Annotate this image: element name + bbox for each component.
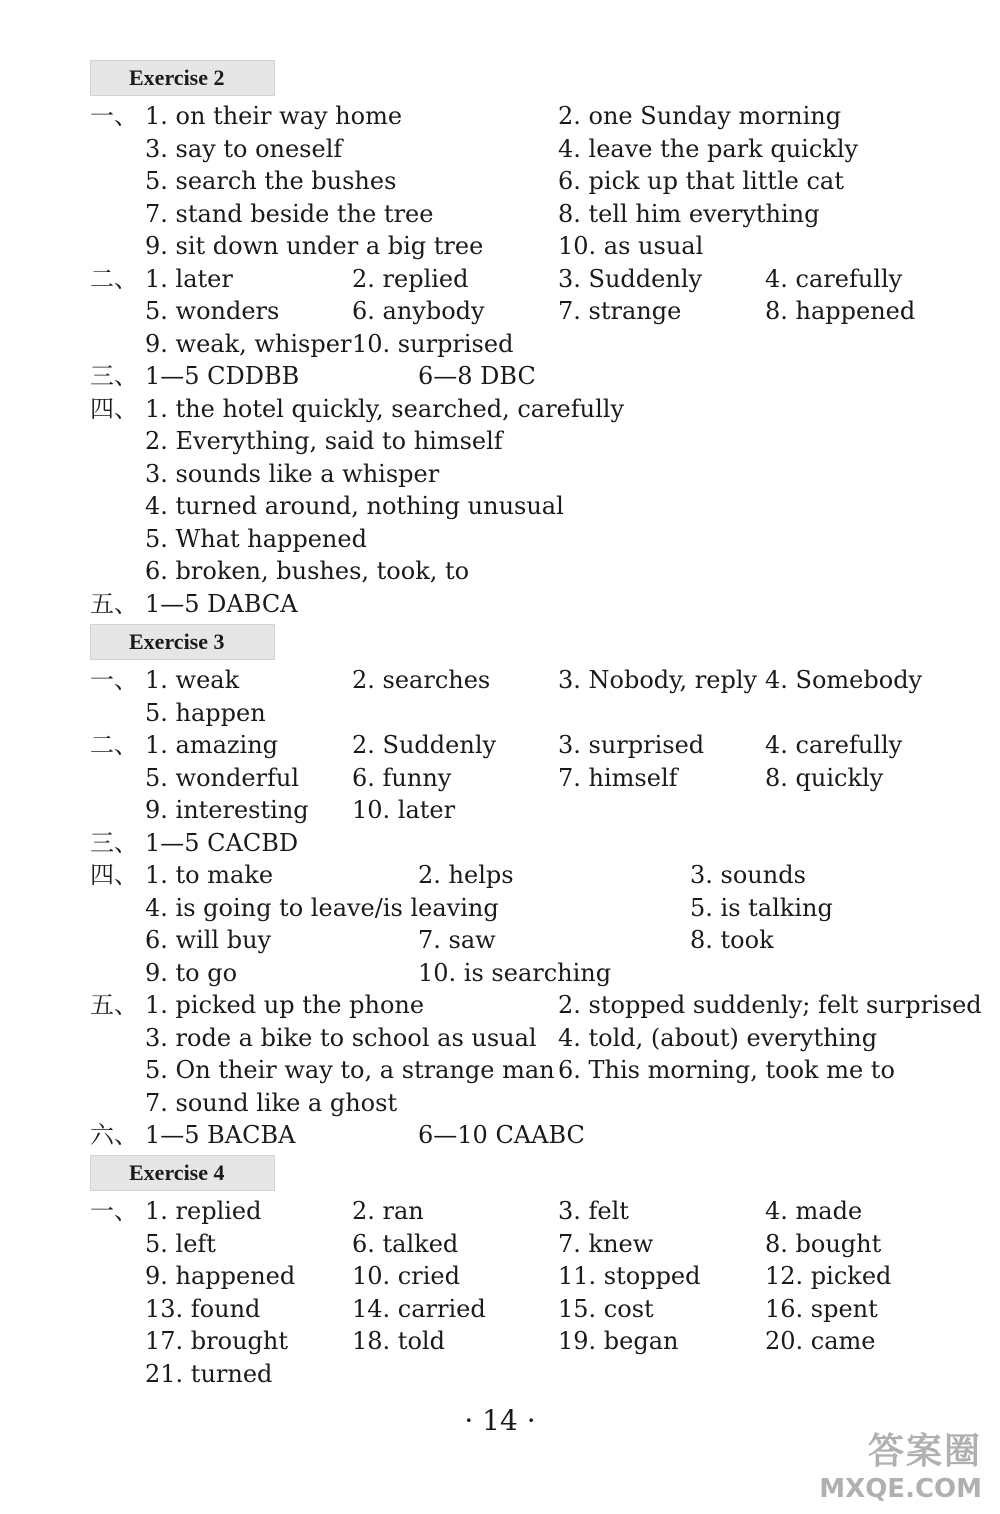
answer-item: 6. talked <box>352 1229 459 1258</box>
answer-item: 3. sounds <box>690 861 806 889</box>
answer-item: 2. helps <box>418 861 514 889</box>
answer-item: 1. to make <box>145 861 274 889</box>
answer-item: 5. is talking <box>690 893 833 922</box>
answer-item: 10. cried <box>352 1262 460 1290</box>
answer-item: 1—5 BACBA <box>145 1121 296 1149</box>
section-marker: 四、 <box>90 394 138 423</box>
answer-item: 10. as usual <box>558 232 704 260</box>
answer-item: 6—10 CAABC <box>418 1121 585 1149</box>
answer-item: 5. wonders <box>145 297 280 325</box>
answer-item: 6. funny <box>352 763 452 792</box>
answer-item: 3. rode a bike to school as usual <box>145 1023 537 1052</box>
answer-item: 6. pick up that little cat <box>558 167 844 195</box>
answer-item: 15. cost <box>558 1294 654 1323</box>
answer-item: 4. Somebody <box>765 666 923 694</box>
answer-item: 19. began <box>558 1327 679 1355</box>
answer-item: 3. felt <box>558 1197 629 1225</box>
watermark-url: MXQE.COM <box>819 1474 982 1504</box>
answer-item: 7. strange <box>558 297 682 325</box>
answer-item: 1. later <box>145 264 233 293</box>
answer-item: 21. turned <box>145 1359 273 1388</box>
exercise-heading: Exercise 3 <box>90 624 275 660</box>
answer-item: 4. leave the park quickly <box>558 134 859 163</box>
answer-item: 1. on their way home <box>145 102 403 130</box>
answer-item: 10. is searching <box>418 958 612 987</box>
answer-item: 9. interesting <box>145 796 309 824</box>
answer-item: 5. left <box>145 1229 216 1258</box>
answer-item: 6. anybody <box>352 297 485 325</box>
answer-item: 1—5 CACBD <box>145 828 299 857</box>
section-marker: 五、 <box>90 589 138 618</box>
answer-item: 2. Suddenly <box>352 731 497 759</box>
answer-item: 2. one Sunday morning <box>558 102 842 130</box>
answer-item: 9. happened <box>145 1262 296 1290</box>
section-marker: 二、 <box>90 731 138 759</box>
exercise-heading: Exercise 2 <box>90 60 275 96</box>
section-marker: 三、 <box>90 362 138 390</box>
answer-item: 1. amazing <box>145 731 279 759</box>
watermark-text: 答案圈 <box>867 1431 982 1472</box>
answer-item: 10. later <box>352 796 456 824</box>
answer-item: 2. Everything, said to himself <box>145 427 503 455</box>
answer-item: 3. Nobody, reply <box>558 666 758 694</box>
answer-item: 6—8 DBC <box>418 362 536 390</box>
answer-item: 3. Suddenly <box>558 264 703 293</box>
answer-item: 5. What happened <box>145 524 367 553</box>
answer-item: 4. made <box>765 1197 863 1225</box>
answer-item: 2. replied <box>352 264 469 293</box>
answer-item: 4. told, (about) everything <box>558 1023 878 1052</box>
section-marker: 二、 <box>90 264 138 293</box>
answer-item: 12. picked <box>765 1262 892 1290</box>
answer-item: 6. This morning, took me to <box>558 1056 895 1084</box>
answer-item: 1—5 CDDBB <box>145 362 300 390</box>
answer-item: 7. stand beside the tree <box>145 199 434 228</box>
answer-item: 6. will buy <box>145 926 272 954</box>
answer-item: 16. spent <box>765 1294 878 1323</box>
answer-item: 4. carefully <box>765 731 903 759</box>
answer-item: 5. search the bushes <box>145 167 397 195</box>
answer-item: 2. searches <box>352 666 491 694</box>
answer-item: 14. carried <box>352 1294 486 1323</box>
answer-item: 13. found <box>145 1294 261 1323</box>
section-marker: 一、 <box>90 102 138 130</box>
answer-item: 5. wonderful <box>145 763 300 792</box>
answer-item: 1. weak <box>145 666 240 694</box>
page-number: · 14 · <box>464 1404 536 1437</box>
answer-item: 7. knew <box>558 1229 654 1258</box>
section-marker: 三、 <box>90 828 138 857</box>
answer-item: 7. sound like a ghost <box>145 1088 398 1117</box>
answer-item: 2. stopped suddenly; felt surprised <box>558 991 982 1019</box>
section-marker: 四、 <box>90 861 138 889</box>
answer-item: 8. quickly <box>765 763 884 792</box>
answer-item: 17. brought <box>145 1327 289 1355</box>
answer-item: 4. turned around, nothing unusual <box>145 492 564 520</box>
answer-item: 9. weak, whisper <box>145 329 352 358</box>
answer-item: 1. the hotel quickly, searched, carefully <box>145 394 625 423</box>
answer-item: 7. himself <box>558 763 678 792</box>
answer-item: 6. broken, bushes, took, to <box>145 557 470 585</box>
answer-item: 5. On their way to, a strange man <box>145 1056 555 1084</box>
section-marker: 五、 <box>90 991 138 1019</box>
answer-item: 7. saw <box>418 926 496 954</box>
section-marker: 一、 <box>90 666 138 694</box>
answer-item: 4. carefully <box>765 264 903 293</box>
watermark-logo <box>819 1423 982 1504</box>
answer-item: 5. happen <box>145 698 266 727</box>
answer-item: 10. surprised <box>352 329 514 358</box>
answer-item: 11. stopped <box>558 1262 701 1290</box>
answer-item: 8. took <box>690 926 774 954</box>
answer-item: 4. is going to leave/is leaving <box>145 893 499 922</box>
answer-item: 2. ran <box>352 1197 424 1225</box>
answer-item: 8. bought <box>765 1229 882 1258</box>
answer-item: 8. happened <box>765 297 916 325</box>
answer-item: 20. came <box>765 1327 876 1355</box>
section-marker: 六、 <box>90 1121 138 1149</box>
answer-item: 9. sit down under a big tree <box>145 232 484 260</box>
answer-item: 3. surprised <box>558 731 705 759</box>
section-marker: 一、 <box>90 1197 138 1225</box>
answer-item: 9. to go <box>145 958 238 987</box>
answer-item: 18. told <box>352 1327 445 1355</box>
answer-item: 1. picked up the phone <box>145 991 425 1019</box>
answer-item: 8. tell him everything <box>558 199 820 228</box>
answer-item: 1—5 DABCA <box>145 589 298 618</box>
exercise-heading: Exercise 4 <box>90 1155 275 1191</box>
answer-item: 3. sounds like a whisper <box>145 459 440 488</box>
answer-item: 3. say to oneself <box>145 134 343 163</box>
answer-item: 1. replied <box>145 1197 262 1225</box>
